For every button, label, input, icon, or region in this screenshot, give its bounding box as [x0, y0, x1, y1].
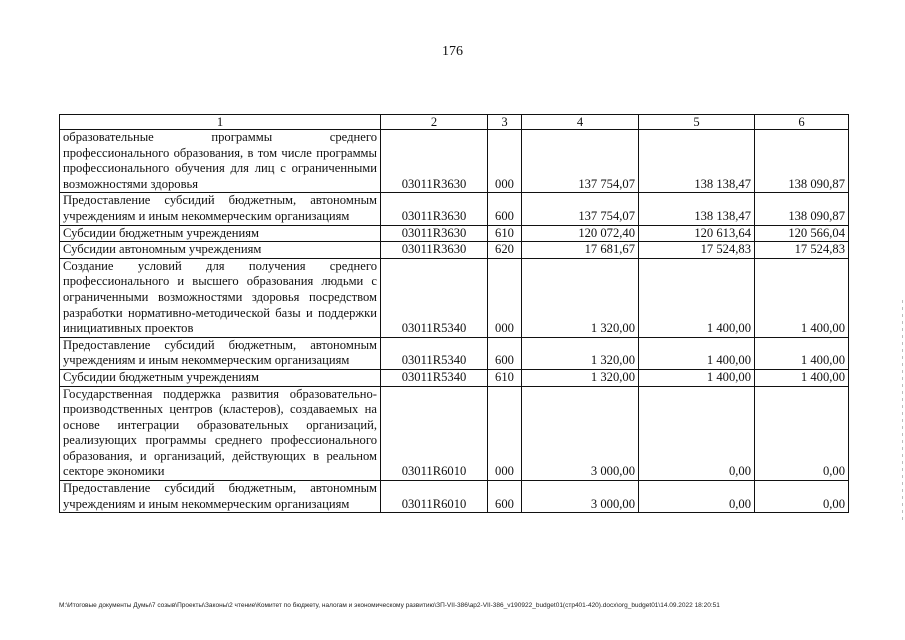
row-value-5: 0,00 [639, 386, 755, 481]
table-row [60, 242, 849, 259]
row-name: образовательные программы среднего профессионального образования, в том числе программы профессионального обучения для лиц с ограниченными возможностями здоровья [60, 130, 381, 193]
row-type: 610 [488, 225, 522, 242]
row-code: 03011R5340 [381, 258, 488, 337]
row-code: 03011R3630 [381, 225, 488, 242]
row-value-6: 0,00 [755, 386, 849, 481]
table-row [60, 225, 849, 242]
row-code: 03011R3630 [381, 242, 488, 259]
row-value-6: 120 566,04 [755, 225, 849, 242]
page-number: 176 [442, 44, 463, 59]
row-code: 03011R6010 [381, 481, 488, 513]
table-row [60, 386, 849, 481]
row-code: 03011R3630 [381, 193, 488, 225]
row-value-5: 138 138,47 [639, 193, 755, 225]
column-header: 2 [381, 115, 488, 130]
row-code: 03011R6010 [381, 386, 488, 481]
row-type: 000 [488, 386, 522, 481]
table-row [60, 481, 849, 513]
row-value-4: 1 320,00 [522, 337, 639, 369]
row-type: 000 [488, 130, 522, 193]
column-header: 1 [60, 115, 381, 130]
row-value-5: 17 524,83 [639, 242, 755, 259]
row-type: 610 [488, 369, 522, 386]
column-header: 6 [755, 115, 849, 130]
row-name: Предоставление субсидий бюджетным, автономным учреждениям и иным некоммерческим организациям [60, 193, 381, 225]
row-value-5: 138 138,47 [639, 130, 755, 193]
row-value-4: 1 320,00 [522, 369, 639, 386]
row-value-4: 3 000,00 [522, 481, 639, 513]
row-name: Государственная поддержка развития образовательно-производственных центров (кластеров), создаваемых на основе интеграции образовательных организаций, реализующих программы среднего профессионального образования, и организаций, действующих в реальном секторе экономики [60, 386, 381, 481]
row-value-6: 1 400,00 [755, 369, 849, 386]
table-row [60, 337, 849, 369]
budget-table [59, 114, 849, 513]
row-value-6: 1 400,00 [755, 337, 849, 369]
column-header: 3 [488, 115, 522, 130]
row-value-5: 1 400,00 [639, 337, 755, 369]
row-name: Предоставление субсидий бюджетным, автономным учреждениям и иным некоммерческим организациям [60, 481, 381, 513]
row-value-5: 1 400,00 [639, 369, 755, 386]
table-row [60, 369, 849, 386]
row-value-5: 1 400,00 [639, 258, 755, 337]
table-row [60, 193, 849, 225]
row-name: Субсидии автономным учреждениям [60, 242, 381, 259]
footer-file-path: M:\Итоговые документы Думы\7 созыв\Проекты\Законы\2 чтение\Комитет по бюджету, налогам и экономическому развитию\ЗП-VII-386\ap2-VII-386_v190922_budget01(стр401-420).docx\org_budget01\14.09.2022 18:20:51 [59, 602, 720, 609]
row-value-4: 120 072,40 [522, 225, 639, 242]
row-value-4: 17 681,67 [522, 242, 639, 259]
row-value-4: 137 754,07 [522, 130, 639, 193]
row-name: Субсидии бюджетным учреждениям [60, 369, 381, 386]
scan-edge-mark [902, 300, 903, 520]
row-value-6: 138 090,87 [755, 130, 849, 193]
row-name: Создание условий для получения среднего профессионального и высшего образования людьми с ограниченными возможностями здоровья посредством разработки нормативно-методической базы и поддержки инициативных проектов [60, 258, 381, 337]
row-code: 03011R5340 [381, 369, 488, 386]
row-name: Субсидии бюджетным учреждениям [60, 225, 381, 242]
row-code: 03011R5340 [381, 337, 488, 369]
row-value-6: 1 400,00 [755, 258, 849, 337]
row-name: Предоставление субсидий бюджетным, автономным учреждениям и иным некоммерческим организациям [60, 337, 381, 369]
row-value-5: 0,00 [639, 481, 755, 513]
column-header: 4 [522, 115, 639, 130]
table-row [60, 130, 849, 193]
row-type: 600 [488, 193, 522, 225]
table-header-row [60, 115, 849, 130]
row-type: 600 [488, 481, 522, 513]
row-value-5: 120 613,64 [639, 225, 755, 242]
table-row [60, 258, 849, 337]
row-value-6: 138 090,87 [755, 193, 849, 225]
row-code: 03011R3630 [381, 130, 488, 193]
row-value-4: 137 754,07 [522, 193, 639, 225]
row-value-4: 3 000,00 [522, 386, 639, 481]
row-type: 600 [488, 337, 522, 369]
column-header: 5 [639, 115, 755, 130]
row-type: 000 [488, 258, 522, 337]
row-value-6: 0,00 [755, 481, 849, 513]
row-type: 620 [488, 242, 522, 259]
row-value-6: 17 524,83 [755, 242, 849, 259]
row-value-4: 1 320,00 [522, 258, 639, 337]
